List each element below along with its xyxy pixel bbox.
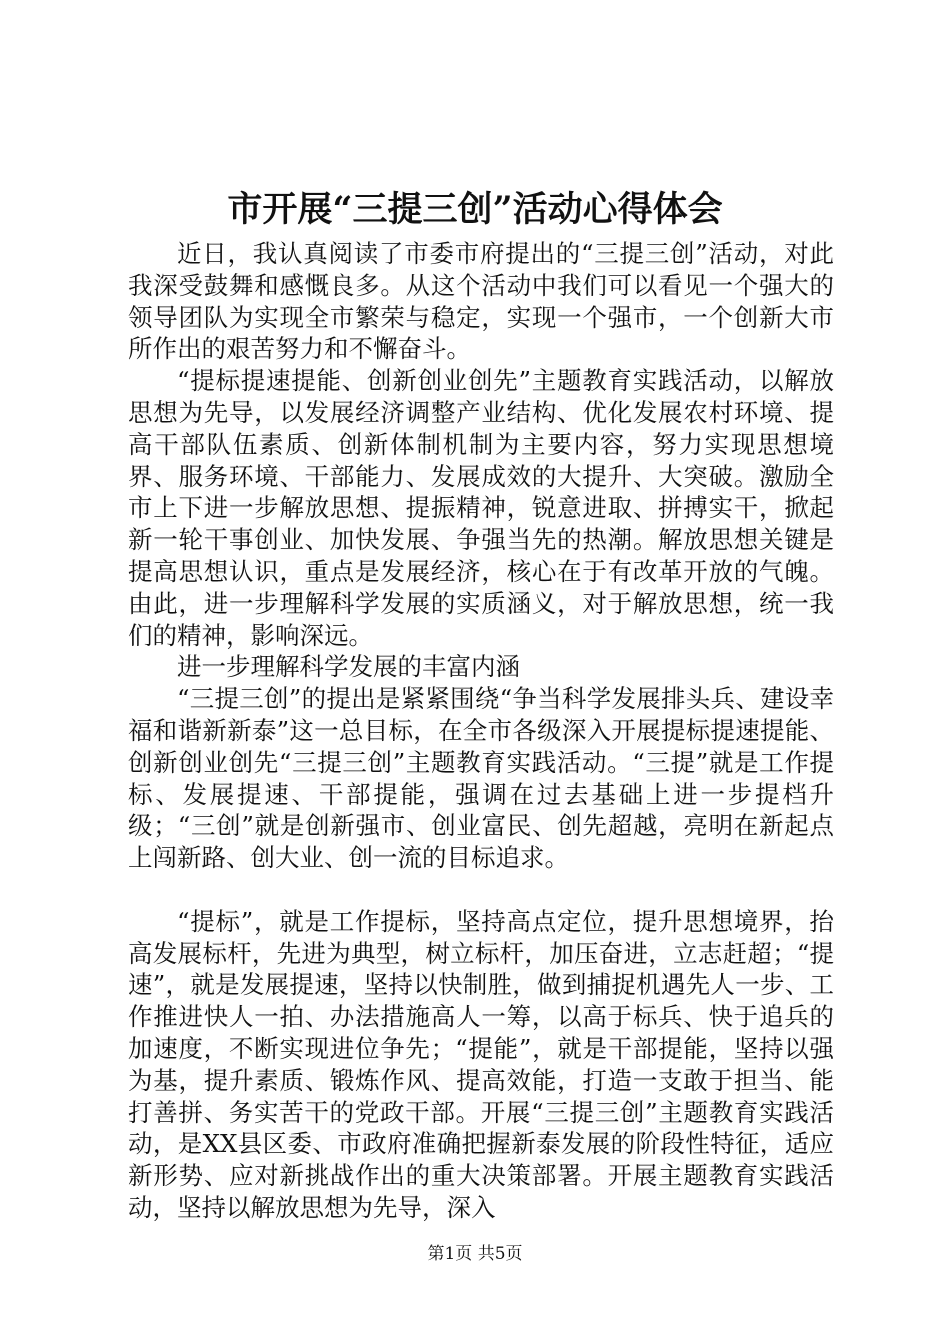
paragraph-standards-speed-ability: “提标”，就是工作提标，坚持高点定位，提升思想境界，抬高发展标杆，先进为典型，树立标杆，加压奋进，立志赶超；“提速”，就是发展提速，坚持以快制胜，做到捕捉机遇先人一步、工作推进快人一拍、办法措施高人一筹，以高于标兵、快于追兵的加速度，不断实现进位争先；“提能”，就是干部提能，坚持以强为基，提升素质、锻炼作风、提高效能，打造一支敢于担当、能打善拼、务实苦干的党政干部。开展“三提三创”主题教育实践活动，是XX县区委、市政府准确把握新泰发展的阶段性特征，适应新形势、应对新挑战作出的重大决策部署。开展主题教育实践活动，坚持以解放思想为先导，深入 [128, 906, 834, 1222]
paragraph-intro: 近日，我认真阅读了市委市府提出的“三提三创”活动，对此我深受鼓舞和感慨良多。从这个活动中我们可以看见一个强大的领导团队为实现全市繁荣与稳定，实现一个强市，一个创新大市所作出的艰苦努力和不懈奋斗。 [128, 239, 834, 364]
paragraph-three-promotions: “三提三创”的提出是紧紧围绕“争当科学发展排头兵、建设幸福和谐新新泰”这一总目标，在全市各级深入开展提标提速提能、创新创业创先“三提三创”主题教育实践活动。“三提”就是工作提标、发展提速、干部提能，强调在过去基础上进一步提档升级；“三创”就是创新强市、创业富民、创先超越，亮明在新起点上闯新路、创大业、创一流的目标追求。 [128, 684, 834, 873]
paragraph-activity-overview: “提标提速提能、创新创业创先”主题教育实践活动，以解放思想为先导，以发展经济调整产业结构、优化发展农村环境、提高干部队伍素质、创新体制机制为主要内容，努力实现思想境界、服务环境、干部能力、发展成效的大提升、大突破。激励全市上下进一步解放思想、提振精神，锐意进取、拼搏实干，掀起新一轮干事创业、加快发展、争强当先的热潮。解放思想关键是提高思想认识，重点是发展经济，核心在于有改革开放的气魄。由此，进一步理解科学发展的实质涵义，对于解放思想，统一我们的精神，影响深远。 [128, 366, 834, 650]
page-footer: 第1页 共5页 [427, 1244, 523, 1264]
section-heading: 进一步理解科学发展的丰富内涵 [177, 652, 520, 682]
document-title: 市开展“三提三创”活动心得体会 [227, 189, 723, 230]
document-body [128, 238, 834, 1224]
